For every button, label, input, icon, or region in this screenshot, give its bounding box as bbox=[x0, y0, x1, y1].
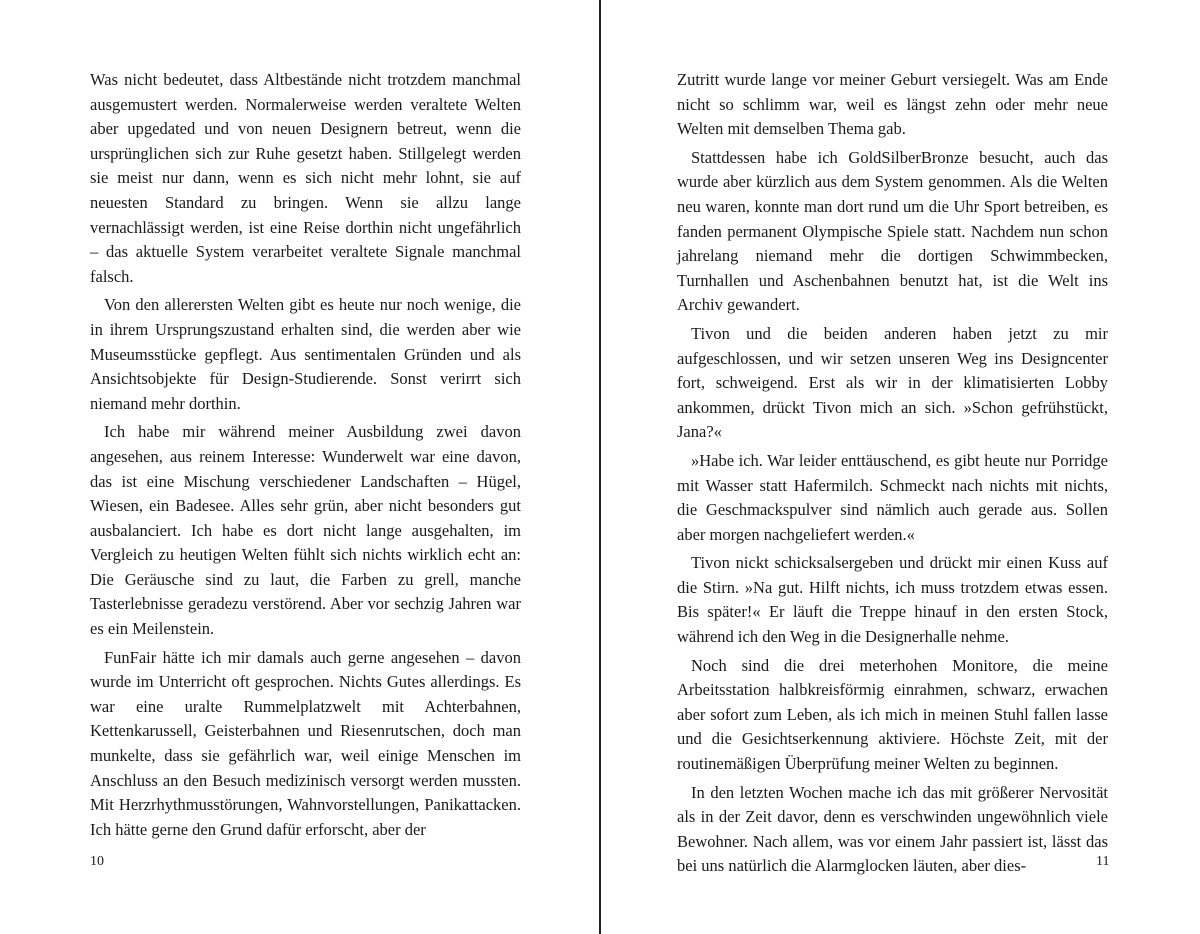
paragraph: Zutritt wurde lange vor meiner Geburt versiegelt. Was am Ende nicht so schlimm war, weil es längst zehn oder mehr neue Welten mit demselben Thema gab. bbox=[677, 70, 1108, 139]
paragraph: In den letzten Wochen mache ich das mit größerer Nervosität als in der Zeit davor, denn es verschwinden ungewöhnlich viele Bewohner. Nach allem, was vor einem Jahr passiert ist, lässt das bei uns natürlich die Alarmglocken läuten, aber dies- bbox=[677, 782, 1108, 876]
paragraph: Von den allerersten Welten gibt es heute nur noch wenige, die in ihrem Ursprungszustand erhalten sind, die werden aber wie Museumsstücke gepflegt. Aus sentimentalen Gründen und als Ansichtsobjekte für Design-Studierende. Sonst verirrt sich niemand mehr dorthin. bbox=[90, 295, 521, 413]
paragraph: Tivon und die beiden anderen haben jetzt zu mir aufgeschlossen, und wir setzen unseren Weg ins Designcenter fort, schweigend. Erst als wir in der klimatisierten Lobby ankommen, drückt Tivon mich an sich. »Schon gefrühstückt, Jana?« bbox=[677, 323, 1108, 442]
paragraph: Was nicht bedeutet, dass Altbestände nicht trotzdem manchmal ausgemustert werden. Normalerweise werden veraltete Welten aber upgedated und von neuen Designern betreut, wenn die ursprünglichen sich zur Ruhe gesetzt haben. Stillgelegt werden sie meist nur dann, wenn es sich nicht mehr lohnt, sie auf neuesten Standard zu bringen. Wenn sie allzu lange vernachlässigt werden, ist eine Reise dorthin nicht ungefährlich – das aktuelle System verarbeitet veraltete Signale manchmal falsch. bbox=[90, 70, 521, 286]
paragraph: Tivon nickt schicksalsergeben und drückt mir einen Kuss auf die Stirn. »Na gut. Hilft nichts, ich muss trotzdem etwas essen. Bis später!« Er läuft die Treppe hinauf in den ersten Stock, während ich den Weg in die Designerhalle nehme. bbox=[677, 553, 1108, 647]
right-page-body bbox=[677, 68, 1108, 883]
left-page bbox=[0, 0, 599, 934]
page-number: 10 bbox=[90, 854, 104, 869]
right-page bbox=[601, 0, 1200, 934]
page-number: 11 bbox=[1096, 854, 1110, 869]
paragraph: Stattdessen habe ich GoldSilberBronze besucht, auch das wurde aber kürzlich aus dem System genommen. Als die Welten neu waren, konnte man dort rund um die Uhr Sport betreiben, es fanden permanent Olympische Spiele statt. Nachdem nun schon jahrelang niemand mehr die dortigen Schwimmbecken, Turnhallen und Aschenbahnen benutzt hat, ist die Welt ins Archiv gewandert. bbox=[677, 147, 1108, 315]
paragraph: »Habe ich. War leider enttäuschend, es gibt heute nur Porridge mit Wasser statt Hafermilch. Schmeckt nach nichts mit nichts, die Geschmackspulver sind nämlich auch gerade aus. Sollen aber morgen nachgeliefert werden.« bbox=[677, 450, 1108, 544]
paragraph: Ich habe mir während meiner Ausbildung zwei davon angesehen, aus reinem Interesse: Wunderwelt war eine davon, das ist eine Mischung verschiedener Landschaften – Hügel, Wiesen, ein Badesee. Alles sehr grün, aber nicht besonders gut ausbalanciert. Ich habe es dort nicht lange ausgehalten, im Vergleich zu heutigen Welten fühlt sich nichts wirklich echt an: Die Geräusche sind zu laut, die Farben zu grell, manche Tasterlebnisse geradezu verstörend. Aber vor sechzig Jahren war es ein Meilenstein. bbox=[90, 422, 521, 639]
paragraph: FunFair hätte ich mir damals auch gerne angesehen – davon wurde im Unterricht oft gesprochen. Nichts Gutes allerdings. Es war eine uralte Rummelplatzwelt mit Achterbahnen, Kettenkarussell, Geisterbahnen und Riesenrutschen, doch man munkelte, dass sie gefährlich war, weil einige Menschen im Anschluss an den Besuch medizinisch versorgt werden mussten. Mit Herzrhythmusstörungen, Wahnvorstellungen, Panikattacken. Ich hätte gerne den Grund dafür erforscht, aber der bbox=[90, 647, 521, 839]
left-page-body bbox=[90, 68, 521, 846]
paragraph: Noch sind die drei meterhohen Monitore, die meine Arbeitsstation halbkreisförmig einrahmen, schwarz, erwachen aber sofort zum Leben, als ich mich in meinen Stuhl fallen lasse und die Gesichtserkennung aktiviere. Höchste Zeit, mit der routinemäßigen Überprüfung meiner Welten zu beginnen. bbox=[677, 655, 1108, 774]
